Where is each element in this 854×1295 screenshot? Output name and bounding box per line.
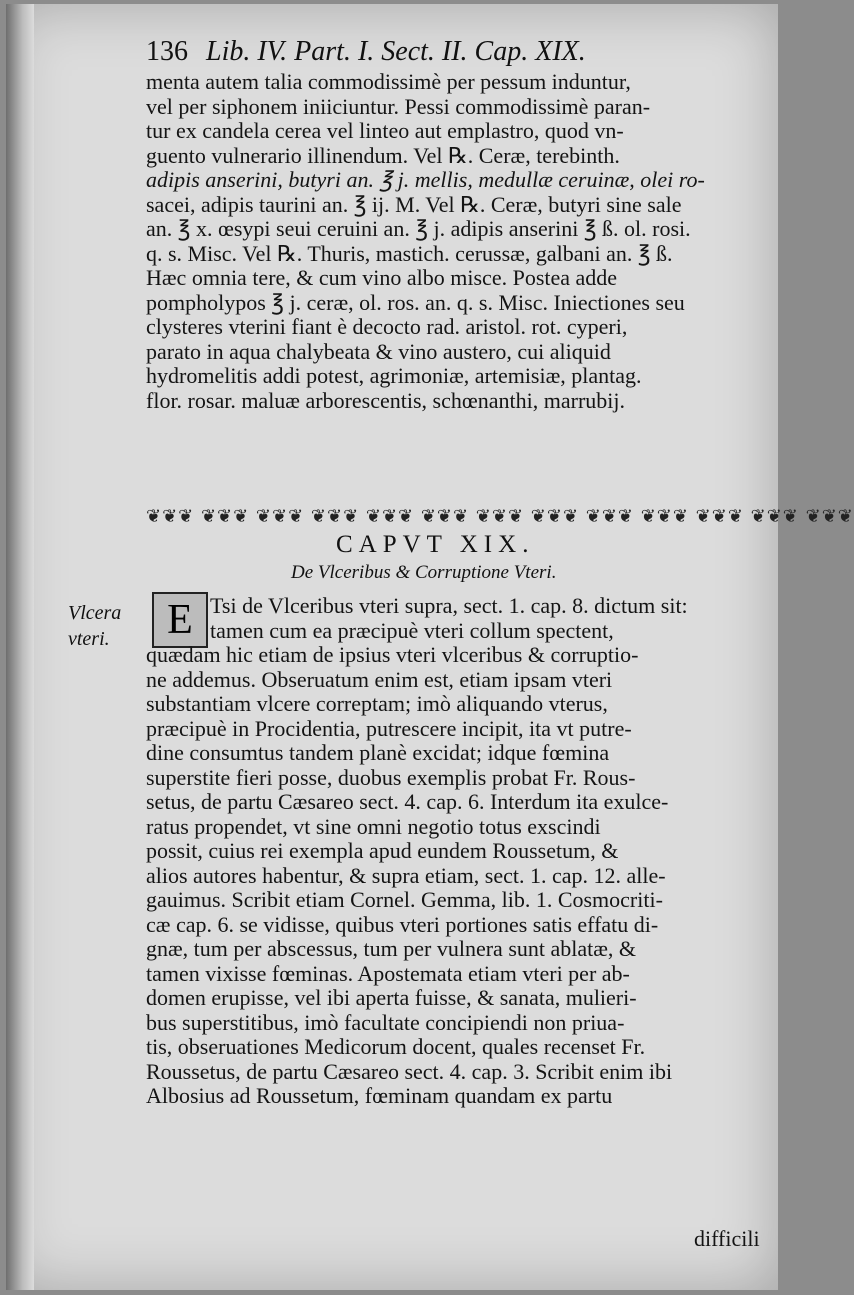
text-line: substantiam vlcere correptam; imò aliquando vterus, <box>146 691 608 716</box>
text-line: hydromelitis addi potest, agrimoniæ, artemisiæ, plantag. <box>146 363 642 388</box>
marginal-note <box>68 600 121 652</box>
text-line: tur ex candela cerea vel linteo aut emplastro, quod vn- <box>146 118 624 143</box>
text-line: ne addemus. Obseruatum enim est, etiam ipsam vteri <box>146 666 613 692</box>
text-line: sacei, adipis taurini an. ℥ ij. M. Vel ℞. Ceræ, butyri sine sale <box>146 191 682 217</box>
text-line: gauimus. Scribit etiam Cornel. Gemma, lib. 1. Cosmocriti- <box>146 887 663 912</box>
chapter-title: CAPVT XIX. <box>336 531 535 558</box>
marginal-note-line: vteri. <box>68 628 110 650</box>
text-line: alios autores habentur, & supra etiam, sect. 1. cap. 12. alle- <box>146 862 666 888</box>
running-title: Lib. IV. Part. I. Sect. II. Cap. XIX. <box>206 36 586 67</box>
text-block-chapter <box>146 594 776 1109</box>
chapter-subtitle: De Vlceribus & Corruptione Vteri. <box>291 562 557 583</box>
text-line: ratus propendet, vt sine omni negotio totus exscindi <box>146 813 601 839</box>
text-line: flor. rosar. maluæ arborescentis, schœnanthi, marrubij. <box>146 387 625 413</box>
text-line: tamen cum ea præcipuè vteri collum spectent, <box>210 617 614 643</box>
text-line: an. ℥ x. œsypi seui ceruini an. ℥ j. adipis anserini ℥ ß. ol. rosi. <box>146 216 691 241</box>
text-line: Hæc omnia tere, & cum vino albo misce. Postea adde <box>146 265 618 290</box>
ornamental-divider: ❦❦❦ ❦❦❦ ❦❦❦ ❦❦❦ ❦❦❦ ❦❦❦ ❦❦❦ ❦❦❦ ❦❦❦ ❦❦❦ ❦❦❦ ❦❦❦ ❦❦❦ <box>146 506 854 527</box>
text-line: Roussetus, de partu Cæsareo sect. 4. cap. 3. Scribit enim ibi <box>146 1058 673 1084</box>
page-gutter-shadow <box>6 4 34 1290</box>
text-line: q. s. Misc. Vel ℞. Thuris, mastich. cerussæ, galbani an. ℥ ß. <box>146 240 673 266</box>
text-line: guento vulnerario illinendum. Vel ℞. Ceræ, terebinth. <box>146 142 620 168</box>
text-line: Tsi de Vlceribus vteri supra, sect. 1. cap. 8. dictum sit: <box>210 593 688 618</box>
text-line: superstite fieri posse, duobus exemplis probat Fr. Rous- <box>146 764 636 790</box>
text-line: pompholypos ℥ j. ceræ, ol. ros. an. q. s. Misc. Iniectiones seu <box>146 289 685 315</box>
text-line: adipis anserini, butyri an. ℥ j. mellis, medullæ ceruinæ, olei ro- <box>146 167 705 192</box>
text-line: tis, obseruationes Medicorum docent, quales recenset Fr. <box>146 1034 646 1059</box>
text-line: bus superstitibus, imò facultate concipiendi non priua- <box>146 1009 625 1035</box>
marginal-note-line: Vlcera <box>68 602 122 624</box>
text-line: tamen vixisse fœminas. Apostemata etiam vteri per ab- <box>146 960 630 986</box>
text-line: vel per siphonem iniiciuntur. Pessi commodissimè paran- <box>146 93 651 119</box>
text-block-top <box>146 70 776 413</box>
text-line: clysteres vterini fiant è decocto rad. aristol. rot. cyperi, <box>146 314 628 339</box>
text-line: Albosius ad Roussetum, fœminam quandam ex partu <box>146 1083 613 1108</box>
text-line: gnæ, tum per abscessus, tum per vulnera sunt ablatæ, & <box>146 936 637 961</box>
text-line: domen erupisse, vel ibi aperta fuisse, & sanata, mulieri- <box>146 985 637 1010</box>
text-line: præcipuè in Procidentia, putrescere incipit, ita vt putre- <box>146 715 632 741</box>
book-page <box>6 4 854 1290</box>
text-line: parato in aqua chalybeata & vino austero, cui aliquid <box>146 338 611 364</box>
text-line: dine consumtus tandem planè excidat; idque fœmina <box>146 740 610 765</box>
text-line: quædam hic etiam de ipsius vteri vlceribus & corruptio- <box>146 642 639 667</box>
text-line: setus, de partu Cæsareo sect. 4. cap. 6. Interdum ita exulce- <box>146 789 669 814</box>
text-line: possit, cuius rei exempla apud eundem Roussetum, & <box>146 838 619 863</box>
text-line: cæ cap. 6. se vidisse, quibus vteri portiones satis effatu di- <box>146 911 659 937</box>
decorative-initial: E <box>152 592 208 648</box>
catchword: difficili <box>694 1226 760 1251</box>
text-line: menta autem talia commodissimè per pessum induntur, <box>146 69 631 94</box>
page-number: 136 <box>146 36 188 67</box>
running-header <box>146 36 746 68</box>
